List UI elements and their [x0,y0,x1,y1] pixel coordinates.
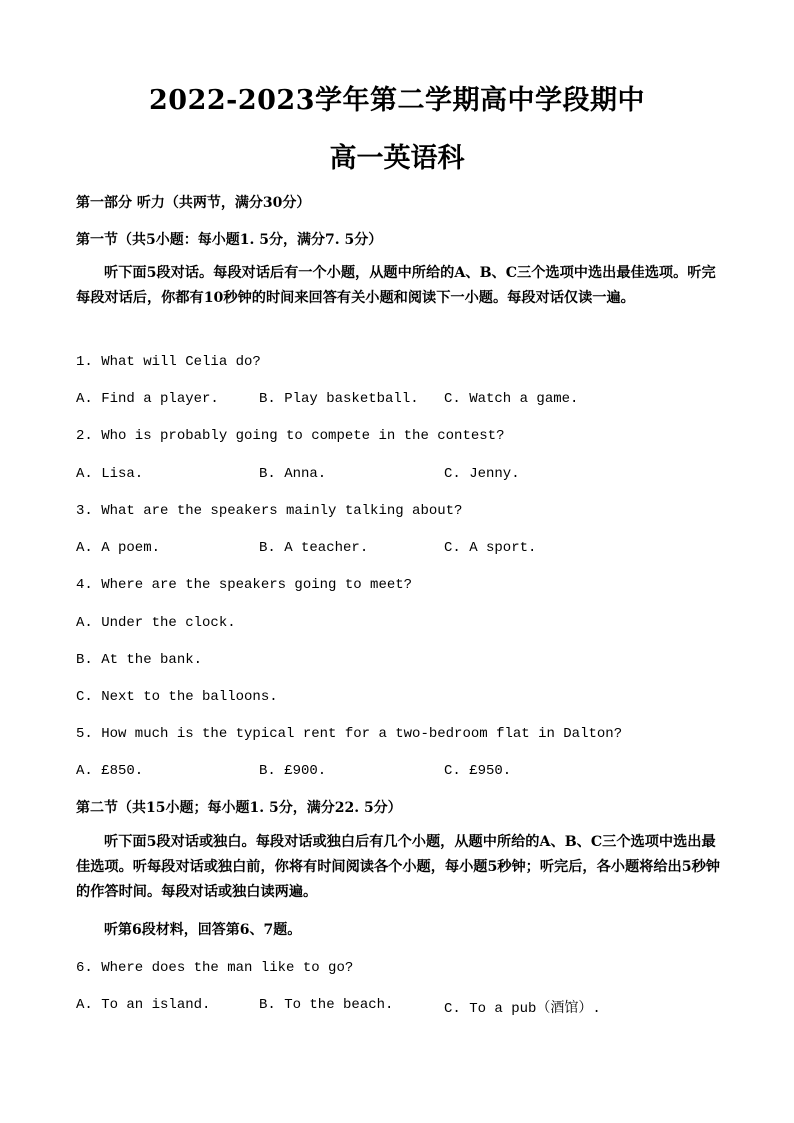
question-5-option-b: B. £900. [259,763,327,779]
exam-subject: 高一英语科 [329,143,465,174]
question-2-option-a: A. Lisa. [76,466,144,482]
question-4-option-a: A. Under the clock. [76,615,236,631]
section1-instructions: 听下面5段对话。每段对话后有一个小题，从题中所给的A、B、C三个选项中选出最佳选项。听完每段对话后，你都有10秒钟的时间来回答有关小题和阅读下一小题。每段对话仅读一遍。 [76,265,716,306]
question-6-option-b: B. To the beach. [259,997,394,1013]
question-6-stem: 6. Where does the man like to go? [76,960,354,976]
question-1-option-c: C. Watch a game. [444,391,579,407]
question-3-stem: 3. What are the speakers mainly talking about? [76,503,463,519]
question-1-stem: 1. What will Celia do? [76,354,261,370]
material-note: 听第6段材料，回答第6、7题。 [104,922,302,938]
question-4-option-c: C. Next to the balloons. [76,689,278,705]
question-1-option-b: B. Play basketball. [259,391,419,407]
question-2-option-b: B. Anna. [259,466,327,482]
section1-heading: 第一节（共5小题：每小题1. 5分，满分7. 5分） [76,232,383,248]
section2-instructions: 听下面5段对话或独白。每段对话或独白后有几个小题，从题中所给的A、B、C三个选项中选出最佳选项。听每段对话或独白前，你将有时间阅读各个小题，每小题5秒钟；听完后，各小题将给出5秒钟的作答时间。每段对话或独白读两遍。 [76,834,720,900]
question-5-stem: 5. How much is the typical rent for a two-bedroom flat in Dalton? [76,726,623,742]
question-2-stem: 2. Who is probably going to compete in the contest? [76,428,505,444]
question-4-stem: 4. Where are the speakers going to meet? [76,577,413,593]
question-1-option-a: A. Find a player. [76,391,219,407]
question-3-option-b: B. A teacher. [259,540,369,556]
question-3-option-a: A. A poem. [76,540,161,556]
question-5-option-a: A. £850. [76,763,144,779]
question-3-option-c: C. A sport. [444,540,537,556]
exam-title: 2022-2023学年第二学期高中学段期中 [149,85,645,116]
part1-heading: 第一部分 听力（共两节，满分30分） [76,195,311,211]
question-2-option-c: C. Jenny. [444,466,520,482]
question-4-option-b: B. At the bank. [76,652,203,668]
section2-heading: 第二节（共15小题；每小题1. 5分，满分22. 5分） [76,800,402,816]
question-6-option-c: C. To a pub（酒馆）. [444,1001,601,1017]
question-6-option-a: A. To an island. [76,997,211,1013]
question-5-option-c: C. £950. [444,763,512,779]
